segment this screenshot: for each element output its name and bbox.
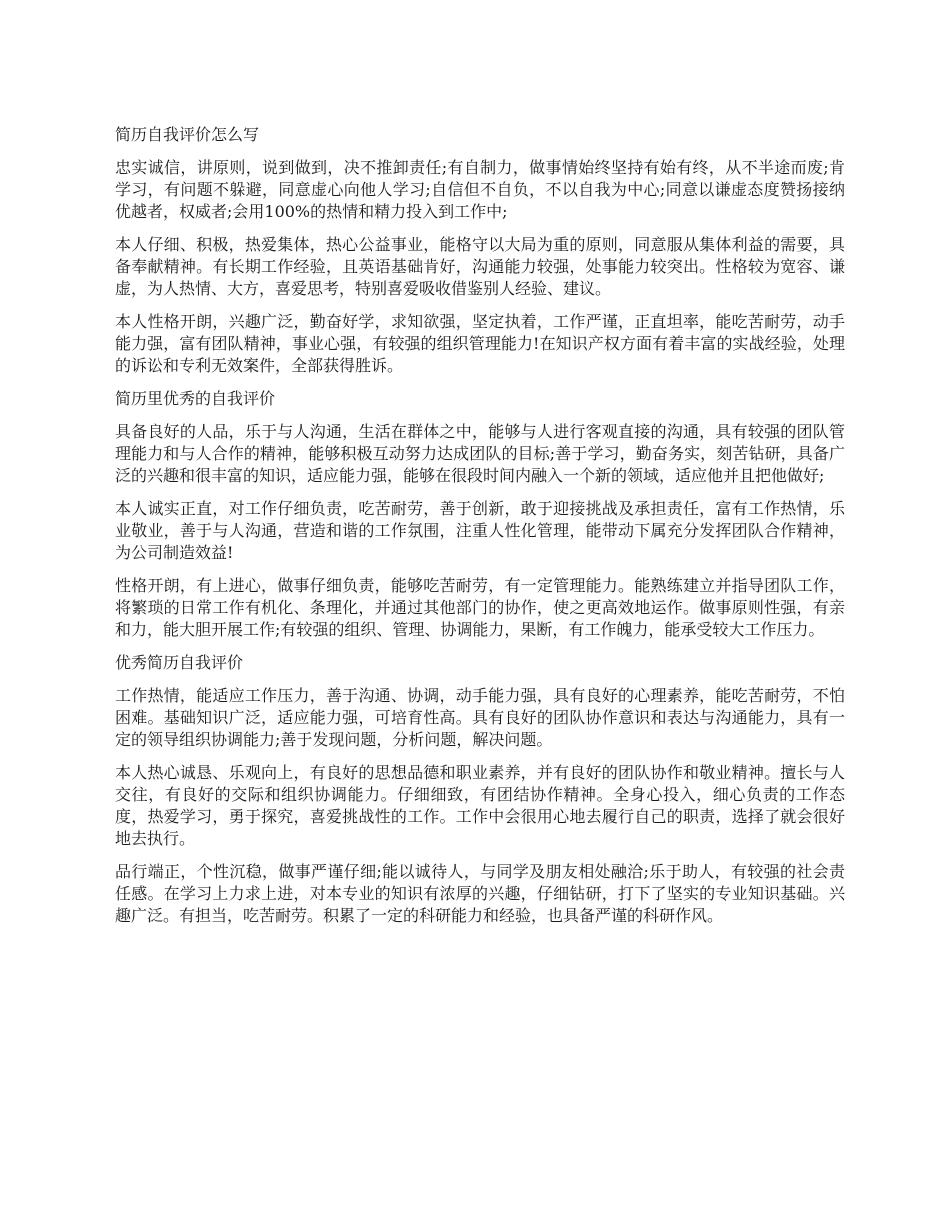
section-1 bbox=[115, 124, 845, 377]
paragraph: 忠实诚信，讲原则，说到做到，决不推卸责任;有自制力，做事情始终坚持有始有终，从不半途而废;肯学习，有问题不躲避，同意虚心向他人学习;自信但不自负，不以自我为中心;同意以谦虚态度赞扬接纳优越者，权威者;会用100%的热情和精力投入到工作中; bbox=[115, 158, 845, 221]
section-2 bbox=[115, 388, 845, 641]
paragraph: 本人性格开朗，兴趣广泛，勤奋好学，求知欲强，坚定执着，工作严谨，正直坦率，能吃苦耐劳，动手能力强，富有团队精神，事业心强，有较强的组织管理能力!在知识产权方面有着丰富的实战经验，处理的诉讼和专利无效案件，全部获得胜诉。 bbox=[115, 312, 845, 375]
paragraph: 本人诚实正直，对工作仔细负责，吃苦耐劳，善于创新，敢于迎接挑战及承担责任，富有工作热情，乐业敬业，善于与人沟通，营造和谐的工作氛围，注重人性化管理，能带动下属充分发挥团队合作精神，为公司制造效益! bbox=[115, 499, 845, 562]
document-page bbox=[115, 124, 845, 938]
paragraph: 品行端正，个性沉稳，做事严谨仔细;能以诚待人，与同学及朋友相处融洽;乐于助人，有较强的社会责任感。在学习上力求上进，对本专业的知识有浓厚的兴趣，仔细钻研，打下了坚实的专业知识基础。兴趣广泛。有担当，吃苦耐劳。积累了一定的科研能力和经验，也具备严谨的科研作风。 bbox=[115, 862, 845, 925]
paragraph: 工作热情，能适应工作压力，善于沟通、协调，动手能力强，具有良好的心理素养，能吃苦耐劳，不怕困难。基础知识广泛，适应能力强，可培育性高。具有良好的团队协作意识和表达与沟通能力，具有一定的领导组织协调能力;善于发现问题，分析问题，解决问题。 bbox=[115, 686, 845, 749]
section-heading: 简历自我评价怎么写 bbox=[115, 125, 260, 144]
paragraph: 本人仔细、积极，热爱集体，热心公益事业，能格守以大局为重的原则，同意服从集体利益的需要，具备奉献精神。有长期工作经验，且英语基础肯好，沟通能力较强，处事能力较突出。性格较为宽容、谦虚，为人热情、大方，喜爱思考，特别喜爱吸收借鉴别人经验、建议。 bbox=[115, 235, 845, 298]
paragraph: 具备良好的人品，乐于与人沟通，生活在群体之中，能够与人进行客观直接的沟通，具有较强的团队管理能力和与人合作的精神，能够积极互动努力达成团队的目标;善于学习，勤奋务实，刻苦钻研，具备广泛的兴趣和很丰富的知识，适应能力强，能够在很段时间内融入一个新的领域，适应他并且把他做好; bbox=[115, 422, 845, 485]
section-3 bbox=[115, 652, 845, 927]
section-heading: 简历里优秀的自我评价 bbox=[115, 389, 276, 408]
paragraph: 性格开朗，有上进心，做事仔细负责，能够吃苦耐劳，有一定管理能力。能熟练建立并指导团队工作，将繁琐的日常工作有机化、条理化，并通过其他部门的协作，使之更高效地运作。做事原则性强，有亲和力，能大胆开展工作;有较强的组织、管理、协调能力，果断，有工作魄力，能承受较大工作压力。 bbox=[115, 576, 845, 639]
section-heading: 优秀简历自我评价 bbox=[115, 653, 244, 672]
paragraph: 本人热心诚恳、乐观向上，有良好的思想品德和职业素养，并有良好的团队协作和敬业精神。擅长与人交往，有良好的交际和组织协调能力。仔细细致，有团结协作精神。全身心投入，细心负责的工作态度，热爱学习，勇于探究，喜爱挑战性的工作。工作中会很用心地去履行自己的职责，选择了就会很好地去执行。 bbox=[115, 763, 845, 848]
